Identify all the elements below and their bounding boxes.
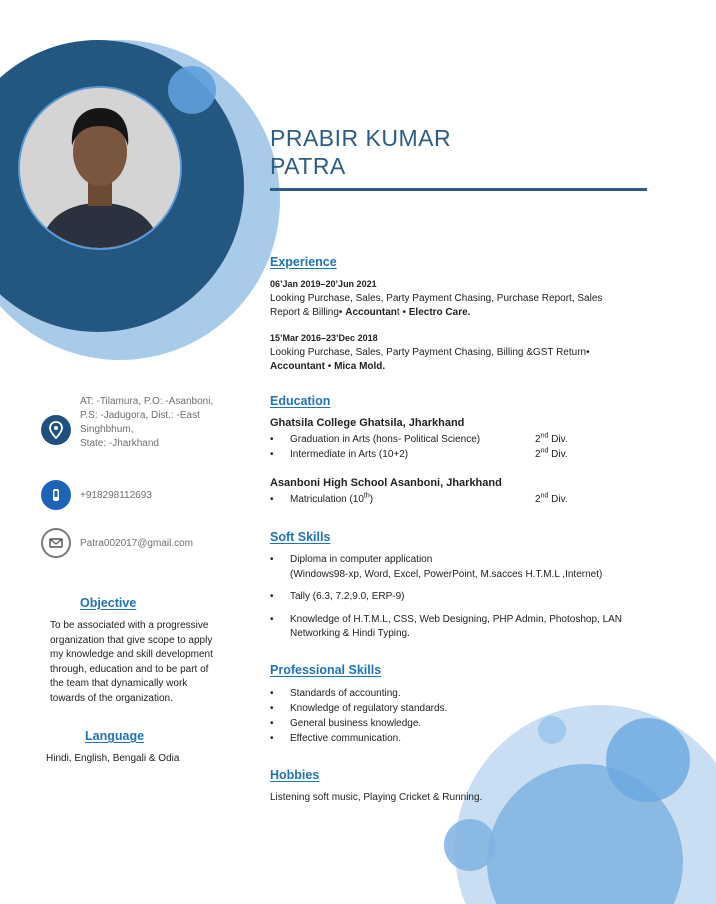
name-last: PATRA	[270, 153, 346, 179]
experience-company: Mica Mold	[334, 361, 383, 372]
language-text: Hindi, English, Bengali & Odia	[46, 753, 180, 764]
phone-icon	[41, 480, 71, 510]
experience-company: Electro Care	[408, 307, 468, 318]
list-item: • Effective communication.	[270, 731, 660, 746]
experience-role-line: Accountant • Mica Mold.	[270, 361, 386, 372]
experience-description: Looking Purchase, Sales, Party Payment Chasing, Billing &GST Return•	[270, 347, 590, 358]
school-name: Ghatsila College Ghatsila, Jharkhand	[270, 417, 465, 429]
list-item: • Intermediate in Arts (10+2) 2nd Div.	[270, 447, 660, 462]
education-school-1	[270, 416, 660, 462]
hobbies-heading: Hobbies	[270, 768, 320, 782]
school-name: Asanboni High School Asanboni, Jharkhand	[270, 477, 502, 489]
division: 2nd Div.	[535, 492, 568, 505]
professional-skills-heading: Professional Skills	[270, 663, 382, 677]
soft-skills-list	[270, 553, 660, 642]
experience-dates: 15’Mar 2016–23’Dec 2018	[270, 333, 378, 343]
top-small-circle	[168, 66, 216, 114]
experience-description: Looking Purchase, Sales, Party Payment Chasing, Purchase Report, Sales	[270, 293, 603, 304]
list-item: • Knowledge of H.T.M.L, CSS, Web Designing, PHP Admin, Photoshop, LAN Networking & Hindi Typing.	[270, 613, 660, 642]
education-list	[270, 432, 660, 462]
address-text: AT: -Tilamura, P.O: -Asanboni, P.S: -Jadugora, Dist.: -East Singhbhum, State: -Jharkhand	[80, 396, 214, 449]
location-pin-icon	[41, 415, 71, 445]
email-text: Patra002017@gmail.com	[80, 538, 193, 549]
list-item: • Tally (6.3, 7.2,9.0, ERP-9)	[270, 590, 660, 605]
list-item: • Graduation in Arts (hons- Political Science) 2nd Div.	[270, 432, 660, 447]
phone-text: +918298112693	[80, 490, 152, 501]
experience-item-2	[270, 331, 660, 374]
hobbies-text: Listening soft music, Playing Cricket & Running.	[270, 792, 483, 803]
list-item: • Matriculation (10th) 2nd Div.	[270, 492, 660, 507]
name-first: PRABIR KUMAR	[270, 125, 452, 151]
education-school-2	[270, 476, 660, 507]
experience-role: Accountant	[270, 361, 325, 372]
division: 2nd Div.	[535, 447, 568, 460]
name-divider	[270, 188, 647, 191]
person-portrait-icon	[20, 88, 180, 248]
candidate-name	[270, 124, 451, 180]
list-item: • Standards of accounting.	[270, 686, 660, 701]
email-icon	[41, 528, 71, 558]
list-item: • Diploma in computer application (Windows98-xp, Word, Excel, PowerPoint, M.sacces H.T.M.L ,Internet)	[270, 553, 660, 582]
objective-text: To be associated with a progressive organization that give scope to apply my knowledge and skill development through, education and to be part of the team that dynamically work towards of the organization.	[50, 620, 213, 704]
language-heading: Language	[85, 729, 145, 743]
experience-item-1	[270, 277, 660, 320]
profile-photo	[18, 86, 182, 250]
experience-heading: Experience	[270, 255, 337, 269]
professional-skills-list	[270, 686, 660, 746]
list-item: • General business knowledge.	[270, 716, 660, 731]
education-list	[270, 492, 660, 507]
list-item: • Knowledge of regulatory standards.	[270, 701, 660, 716]
division: 2nd Div.	[535, 432, 568, 445]
education-heading: Education	[270, 394, 331, 408]
bottom-left-small-circle	[444, 819, 496, 871]
objective-heading: Objective	[80, 596, 137, 610]
experience-dates: 06’Jan 2019–20’Jun 2021	[270, 279, 377, 289]
soft-skills-heading: Soft Skills	[270, 530, 331, 544]
experience-role: Accountan	[345, 307, 397, 318]
experience-role-line: Report & Billing• Accountant • Electro Care.	[270, 307, 471, 318]
